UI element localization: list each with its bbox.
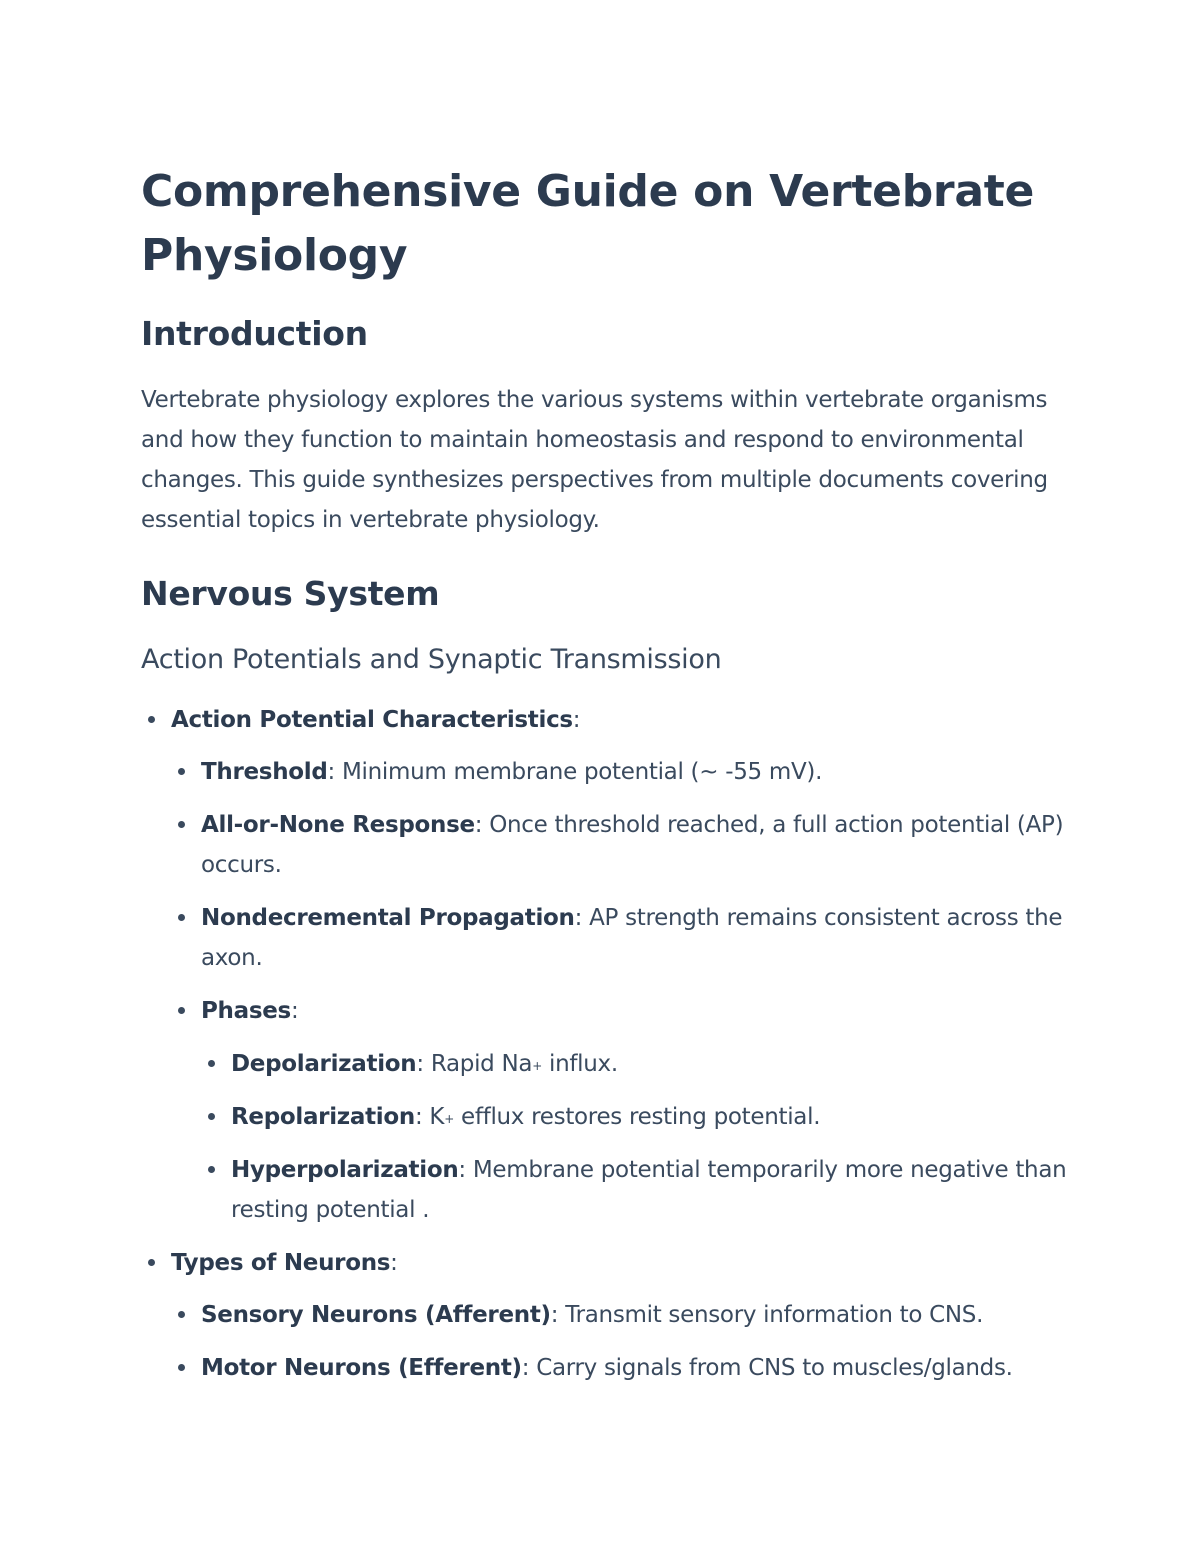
list-item-term: Hyperpolarization xyxy=(231,1157,459,1183)
list-item-repolarization xyxy=(231,1097,1071,1137)
list-item-text: : Carry signals from CNS to muscles/glands. xyxy=(521,1355,1013,1381)
list-item-term: Action Potential Characteristics xyxy=(171,707,573,733)
list-item-motor-neurons xyxy=(201,1348,1071,1388)
document-content xyxy=(141,160,1071,1401)
nervous-system-heading: Nervous System xyxy=(141,574,440,613)
action-potentials-subheading: Action Potentials and Synaptic Transmission xyxy=(141,644,722,675)
list-item-text: : Once threshold reached, a full action potential (AP) occurs. xyxy=(201,812,1064,878)
phases-list xyxy=(201,1044,1071,1230)
list-item-phases xyxy=(201,991,1071,1230)
list-item-term: All-or-None Response xyxy=(201,812,475,838)
list-item-sensory-neurons xyxy=(201,1295,1071,1335)
list-item-term: Phases xyxy=(201,998,291,1024)
list-item-types-of-neurons xyxy=(171,1243,1071,1388)
list-item-text: efflux restores resting potential. xyxy=(453,1104,821,1130)
list-item-term: Motor Neurons (Efferent) xyxy=(201,1355,522,1381)
list-item-nondecremental xyxy=(201,898,1071,978)
list-item-term: Nondecremental Propagation xyxy=(201,905,575,931)
bullet-icon xyxy=(178,1364,185,1371)
list-item-text: : K xyxy=(414,1104,445,1130)
list-item-term: Sensory Neurons (Afferent) xyxy=(201,1302,551,1328)
bullet-icon xyxy=(178,1311,185,1318)
list-item-action-potential xyxy=(171,700,1071,1230)
superscript-plus: + xyxy=(444,1112,454,1126)
list-item-colon: : xyxy=(290,998,299,1024)
list-item-text: : Minimum membrane potential (~ -55 mV). xyxy=(327,759,823,785)
list-item-term: Repolarization xyxy=(231,1104,415,1130)
bullet-icon xyxy=(178,914,185,921)
list-item-text: : Transmit sensory information to CNS. xyxy=(550,1302,984,1328)
page-title: Comprehensive Guide on Vertebrate Physiology xyxy=(141,166,1034,281)
superscript-plus: + xyxy=(532,1059,542,1073)
bullet-icon xyxy=(208,1166,215,1173)
list-item-text: : Rapid Na xyxy=(416,1051,533,1077)
bullet-icon xyxy=(208,1113,215,1120)
list-item-hyperpolarization xyxy=(231,1150,1071,1230)
list-item-colon: : xyxy=(390,1250,398,1276)
bullet-icon xyxy=(178,768,185,775)
list-item-term: Types of Neurons xyxy=(171,1250,391,1276)
bullet-icon xyxy=(178,821,185,828)
bullet-icon xyxy=(178,1007,185,1014)
list-item-text: influx. xyxy=(541,1051,618,1077)
nervous-system-list xyxy=(141,700,1071,1388)
list-item-text: : AP strength remains consistent across the axon. xyxy=(201,905,1063,971)
bullet-icon xyxy=(208,1060,215,1067)
neuron-types-list xyxy=(171,1295,1071,1388)
introduction-heading: Introduction xyxy=(141,314,368,353)
list-item-depolarization xyxy=(231,1044,1071,1084)
ap-characteristics-list xyxy=(171,752,1071,1230)
list-item-threshold xyxy=(201,752,1071,792)
list-item-all-or-none xyxy=(201,805,1071,885)
bullet-icon xyxy=(148,1259,155,1266)
list-item-text: : Membrane potential temporarily more negative than resting potential . xyxy=(231,1157,1067,1223)
list-item-colon: : xyxy=(572,707,581,733)
list-item-term: Threshold xyxy=(201,759,328,785)
list-item-term: Depolarization xyxy=(231,1051,417,1077)
introduction-paragraph: Vertebrate physiology explores the various systems within vertebrate organisms and how they function to maintain homeostasis and respond to environmental changes. This guide synthesizes perspectives from multiple documents covering essential topics in vertebrate physiology. xyxy=(141,387,1048,533)
bullet-icon xyxy=(148,716,155,723)
